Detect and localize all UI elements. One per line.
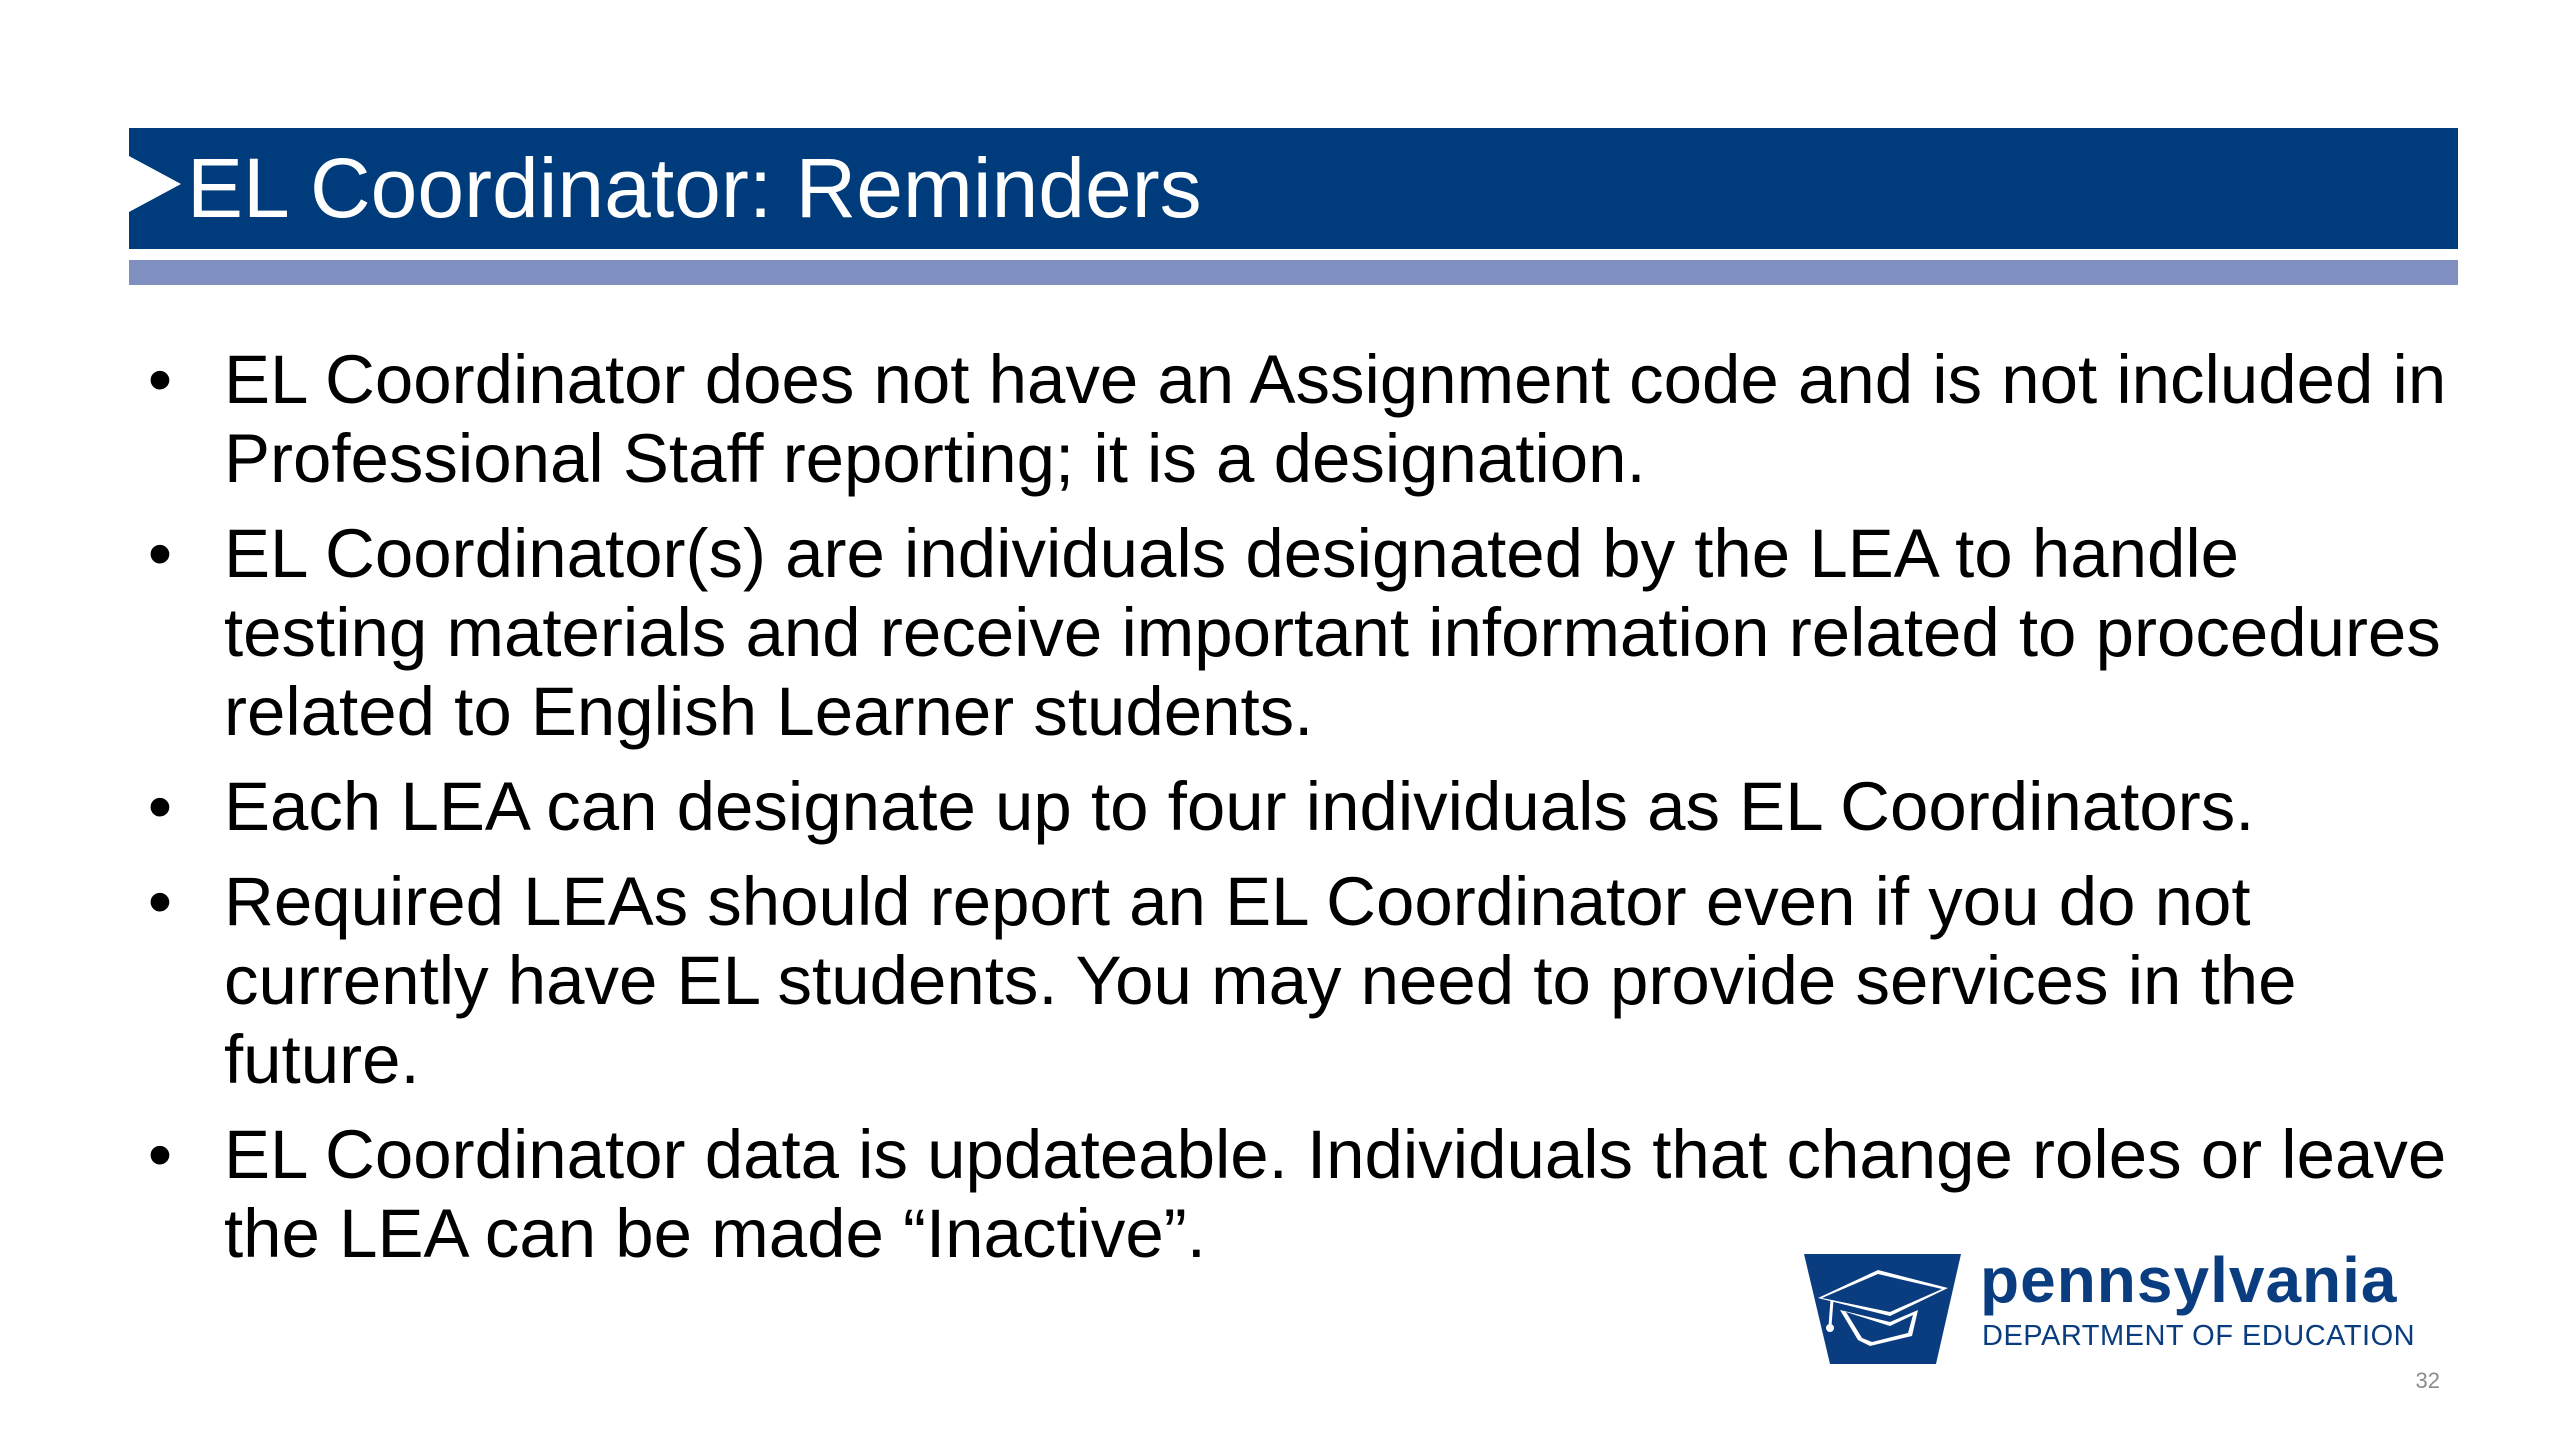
logo-name: pennsylvania — [1980, 1244, 2398, 1316]
keystone-graduation-cap-icon — [1800, 1240, 1965, 1365]
slide-title: EL Coordinator: Reminders — [187, 141, 1202, 235]
bullet-text: EL Coordinator does not have an Assignment code and is not included in Professional Staff reporting; it is a designation. — [224, 341, 2447, 497]
bullet-dot-icon: • — [147, 515, 173, 592]
bullet-text: EL Coordinator data is updateable. Individuals that change roles or leave the LEA can be made “Inactive”. — [224, 1116, 2447, 1272]
bullet-dot-icon: • — [147, 768, 173, 845]
bullet-item — [140, 862, 2460, 1099]
title-underline — [129, 260, 2458, 285]
bullet-item — [140, 514, 2460, 751]
bullet-dot-icon: • — [147, 863, 173, 940]
bullet-item — [140, 340, 2460, 498]
page-number: 32 — [2415, 1368, 2440, 1393]
bullet-dot-icon: • — [147, 341, 173, 418]
title-arrow-icon — [129, 156, 181, 212]
bullet-text: Required LEAs should report an EL Coordinator even if you do not currently have EL students. You may need to provide services in the future. — [224, 863, 2297, 1098]
logo-department: DEPARTMENT OF EDUCATION — [1982, 1320, 2416, 1352]
pa-education-logo — [1800, 1240, 2460, 1370]
title-bar — [129, 128, 2458, 249]
bullet-text: EL Coordinator(s) are individuals designated by the LEA to handle testing materials and receive important information related to procedures related to English Learner students. — [224, 515, 2441, 750]
bullet-list — [140, 340, 2460, 1289]
bullet-item — [140, 767, 2460, 846]
bullet-text: Each LEA can designate up to four individuals as EL Coordinators. — [224, 768, 2255, 845]
bullet-dot-icon: • — [147, 1116, 173, 1193]
